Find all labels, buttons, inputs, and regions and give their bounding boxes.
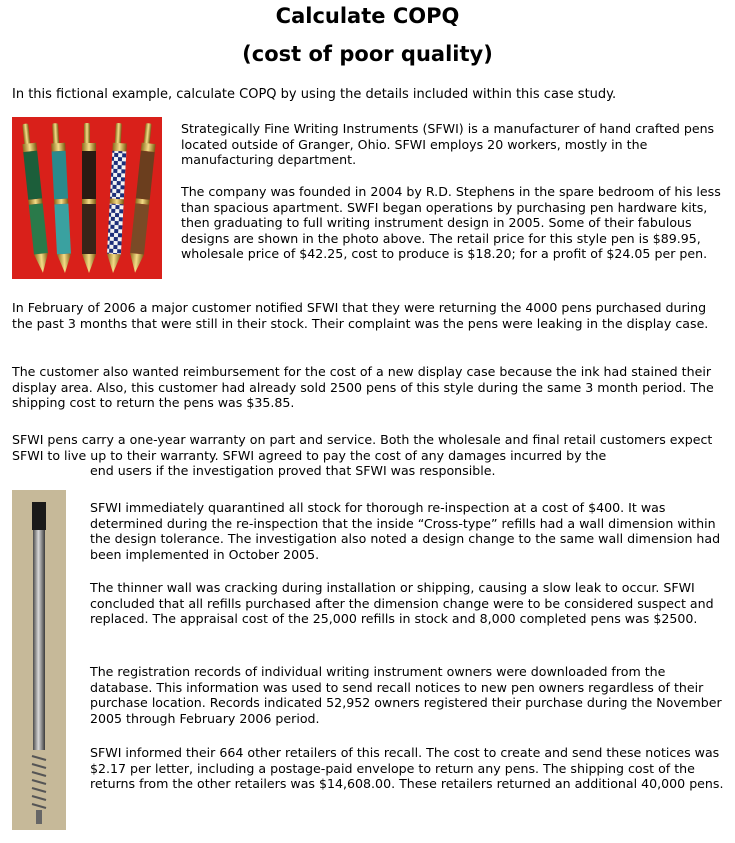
paragraph-company-intro: Strategically Fine Writing Instruments (SFWI) is a manufacturer of hand crafted pens located outside of Granger, Ohio. SFWI employs 20 workers, mostly in the manufacturing department. — [181, 121, 715, 168]
refill-illustration — [12, 490, 66, 830]
paragraph-company-history: The company was founded in 2004 by R.D. Stephens in the spare bedroom of his less than spacious apartment. SWFI began operations by purchasing pen hardware kits, then graduating to full writing instrument design in 2005. Some of their fabulous designs are shown in the photo above. The retail price for this style pen is $89.95, wholesale price of $42.25, cost to produce is $18.20; for a profit of $24.05 per pen. — [181, 184, 721, 262]
pens-photo — [12, 117, 162, 279]
intro-text: In this fictional example, calculate COPQ by using the details included within this case study. — [12, 87, 617, 102]
paragraph-thinner-wall: The thinner wall was cracking during installation or shipping, causing a slow leak to occur. SFWI concluded that all refills purchased after the dimension change were to be considered suspect and replaced. The appraisal cost of the 25,000 refills in stock and 8,000 completed pens was $2500. — [90, 580, 714, 627]
paragraph-quarantine: SFWI immediately quarantined all stock for thorough re-inspection at a cost of $400. It was determined during the re-inspection that the inside “Cross-type” refills had a wall dimension within the design tolerance. The investigation also noted a design change to the same wall dimension had been implemented in October 2005. — [90, 500, 721, 562]
paragraph-retailers: SFWI informed their 664 other retailers of this recall. The cost to create and send these notices was $2.17 per letter, including a postage-paid envelope to return any pens. The shipping cost of the returns from the other retailers was $14,608.00. These retailers returned an additional 40,000 pens. — [90, 745, 724, 792]
paragraph-customer-return: In February of 2006 a major customer notified SFWI that they were returning the 4000 pens purchased during the past 3 months that were still in their stock. Their complaint was the pens were leaking in the display case. — [12, 300, 709, 331]
page-subtitle: (cost of poor quality) — [242, 42, 493, 66]
paragraph-warranty: SFWI pens carry a one-year warranty on part and service. Both the wholesale and final retail customers expect SFWI to live up to their warranty. SFWI agreed to pay the cost of any damages incurred by the — [12, 432, 713, 463]
refill-photo — [12, 490, 66, 830]
paragraph-warranty-continued: end users if the investigation proved that SFWI was responsible. — [90, 463, 496, 478]
paragraph-reimbursement: The customer also wanted reimbursement for the cost of a new display case because the ink had stained their display area. Also, this customer had already sold 2500 pens of this style during the same 3 month period. The shipping cost to return the pens was $35.85. — [12, 364, 714, 411]
paragraph-registration: The registration records of individual writing instrument owners were downloaded from the database. This information was used to send recall notices to new pen owners regardless of their purchase location. Records indicated 52,952 owners registered their purchase during the November 2005 through February 2006 period. — [90, 664, 722, 726]
page-title: Calculate COPQ — [275, 4, 460, 28]
pens-illustration — [12, 117, 162, 279]
